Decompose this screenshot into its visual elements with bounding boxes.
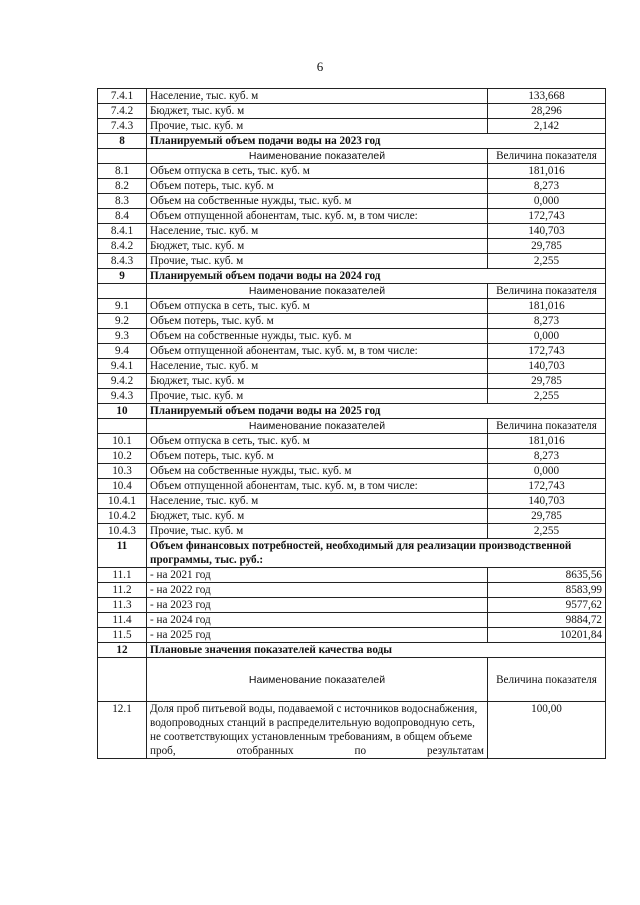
table-row (98, 464, 606, 479)
column-header-name: Наименование показателей (147, 149, 488, 164)
column-header-row (98, 284, 606, 299)
row-value: 29,785 (488, 374, 606, 389)
table-row (98, 598, 606, 613)
section-number: 12 (98, 643, 147, 658)
table-row (98, 104, 606, 119)
table-row (98, 344, 606, 359)
row-value: 172,743 (488, 479, 606, 494)
row-number: 9.3 (98, 329, 147, 344)
row-indicator-name: - на 2022 год (147, 583, 488, 598)
table-row (98, 164, 606, 179)
section-row (98, 404, 606, 419)
row-value: 8,273 (488, 314, 606, 329)
row-value: 140,703 (488, 224, 606, 239)
row-number: 12.1 (98, 702, 147, 759)
table-row (98, 119, 606, 134)
row-value: 0,000 (488, 464, 606, 479)
row-number: 11.1 (98, 568, 147, 583)
row-indicator-name: Бюджет, тыс. куб. м (147, 239, 488, 254)
table-row (98, 329, 606, 344)
row-value: 2,142 (488, 119, 606, 134)
row-indicator-name: Прочие, тыс. куб. м (147, 389, 488, 404)
row-number: 8.4.1 (98, 224, 147, 239)
column-header-name: Наименование показателей (147, 419, 488, 434)
row-indicator-name: Объем отпуска в сеть, тыс. куб. м (147, 434, 488, 449)
column-header-name: Наименование показателей (147, 658, 488, 702)
row-number: 10.4.2 (98, 509, 147, 524)
row-number: 8.4.3 (98, 254, 147, 269)
section-title: Планируемый объем подачи воды на 2023 год (147, 134, 606, 149)
table-row (98, 449, 606, 464)
row-number: 11.2 (98, 583, 147, 598)
table-row (98, 179, 606, 194)
row-number: 10.4 (98, 479, 147, 494)
row-value: 172,743 (488, 209, 606, 224)
row-number: 8.3 (98, 194, 147, 209)
row-indicator-name: Доля проб питьевой воды, подаваемой с источников водоснабжения, водопроводных станций в распределительную водопроводную сеть, не соответствующих установленным требованиям, в общем объеме проб, отобранных по результатам (147, 702, 488, 759)
table-row (98, 209, 606, 224)
table-row (98, 628, 606, 643)
table-row (98, 568, 606, 583)
row-number: 7.4.2 (98, 104, 147, 119)
row-value: 2,255 (488, 524, 606, 539)
table-row (98, 434, 606, 449)
row-number: 9.4 (98, 344, 147, 359)
row-value: 133,668 (488, 89, 606, 104)
row-number: 9.1 (98, 299, 147, 314)
row-indicator-name: Объем отпуска в сеть, тыс. куб. м (147, 299, 488, 314)
column-header-row (98, 149, 606, 164)
row-indicator-name: Объем на собственные нужды, тыс. куб. м (147, 194, 488, 209)
table-row (98, 314, 606, 329)
row-number: 9.2 (98, 314, 147, 329)
section-title: Планируемый объем подачи воды на 2025 год (147, 404, 606, 419)
section-number: 8 (98, 134, 147, 149)
row-value: 140,703 (488, 494, 606, 509)
section-title: Объем финансовых потребностей, необходимый для реализации производственной программы, тыс. руб.: (147, 539, 606, 568)
indicators-table (97, 88, 606, 759)
row-value: 2,255 (488, 254, 606, 269)
row-indicator-name: Объем потерь, тыс. куб. м (147, 314, 488, 329)
section-number: 9 (98, 269, 147, 284)
header-blank-cell (98, 658, 147, 702)
row-number: 9.4.3 (98, 389, 147, 404)
row-number: 10.4.1 (98, 494, 147, 509)
row-value: 0,000 (488, 329, 606, 344)
table-row (98, 389, 606, 404)
row-indicator-name: - на 2024 год (147, 613, 488, 628)
table-row (98, 374, 606, 389)
row-number: 10.3 (98, 464, 147, 479)
row-indicator-name: Объем отпущенной абонентам, тыс. куб. м, в том числе: (147, 209, 488, 224)
row-value: 28,296 (488, 104, 606, 119)
section-title: Планируемый объем подачи воды на 2024 год (147, 269, 606, 284)
section-number: 11 (98, 539, 147, 568)
section-row (98, 134, 606, 149)
row-value: 8,273 (488, 179, 606, 194)
row-number: 10.1 (98, 434, 147, 449)
row-number: 11.4 (98, 613, 147, 628)
row-indicator-name: Объем отпущенной абонентам, тыс. куб. м, в том числе: (147, 344, 488, 359)
section-row (98, 269, 606, 284)
row-indicator-name: Население, тыс. куб. м (147, 224, 488, 239)
row-value: 181,016 (488, 434, 606, 449)
row-indicator-name: Бюджет, тыс. куб. м (147, 509, 488, 524)
column-header-value: Величина показателя (488, 658, 606, 702)
table-row (98, 194, 606, 209)
table-row (98, 583, 606, 598)
row-value: 181,016 (488, 299, 606, 314)
row-number: 8.2 (98, 179, 147, 194)
column-header-row (98, 419, 606, 434)
row-number: 8.1 (98, 164, 147, 179)
table-row (98, 224, 606, 239)
table-row (98, 239, 606, 254)
row-indicator-name: Объем на собственные нужды, тыс. куб. м (147, 329, 488, 344)
row-indicator-name: Прочие, тыс. куб. м (147, 119, 488, 134)
section-number: 10 (98, 404, 147, 419)
row-indicator-name: Бюджет, тыс. куб. м (147, 374, 488, 389)
row-value: 0,000 (488, 194, 606, 209)
table-row (98, 254, 606, 269)
row-number: 9.4.1 (98, 359, 147, 374)
table-row (98, 509, 606, 524)
row-number: 7.4.3 (98, 119, 147, 134)
row-indicator-name: Население, тыс. куб. м (147, 359, 488, 374)
table-row (98, 89, 606, 104)
column-header-value: Величина показателя (488, 284, 606, 299)
row-indicator-name: Прочие, тыс. куб. м (147, 524, 488, 539)
table-body (98, 89, 606, 759)
row-value: 8635,56 (488, 568, 606, 583)
row-value: 140,703 (488, 359, 606, 374)
row-indicator-name: Прочие, тыс. куб. м (147, 254, 488, 269)
header-blank-cell (98, 149, 147, 164)
row-value: 100,00 (488, 702, 606, 759)
row-value: 172,743 (488, 344, 606, 359)
row-number: 7.4.1 (98, 89, 147, 104)
row-indicator-name: Объем отпуска в сеть, тыс. куб. м (147, 164, 488, 179)
row-value: 10201,84 (488, 628, 606, 643)
table-row (98, 702, 606, 759)
row-number: 11.3 (98, 598, 147, 613)
row-indicator-name: Объем отпущенной абонентам, тыс. куб. м, в том числе: (147, 479, 488, 494)
header-blank-cell (98, 419, 147, 434)
row-indicator-name: Население, тыс. куб. м (147, 89, 488, 104)
row-value: 29,785 (488, 239, 606, 254)
row-value: 8,273 (488, 449, 606, 464)
row-indicator-name: - на 2021 год (147, 568, 488, 583)
row-indicator-name: Население, тыс. куб. м (147, 494, 488, 509)
row-indicator-name: Объем потерь, тыс. куб. м (147, 179, 488, 194)
row-indicator-name: Объем на собственные нужды, тыс. куб. м (147, 464, 488, 479)
row-indicator-name: Бюджет, тыс. куб. м (147, 104, 488, 119)
table-row (98, 613, 606, 628)
row-number: 10.4.3 (98, 524, 147, 539)
row-indicator-name: - на 2025 год (147, 628, 488, 643)
row-value: 29,785 (488, 509, 606, 524)
row-number: 11.5 (98, 628, 147, 643)
column-header-value: Величина показателя (488, 149, 606, 164)
row-value: 2,255 (488, 389, 606, 404)
row-number: 9.4.2 (98, 374, 147, 389)
column-header-value: Величина показателя (488, 419, 606, 434)
column-header-name: Наименование показателей (147, 284, 488, 299)
column-header-row (98, 658, 606, 702)
row-indicator-name: Объем потерь, тыс. куб. м (147, 449, 488, 464)
table-row (98, 494, 606, 509)
row-indicator-name: - на 2023 год (147, 598, 488, 613)
section-title: Плановые значения показателей качества воды (147, 643, 606, 658)
row-value: 8583,99 (488, 583, 606, 598)
table-row (98, 299, 606, 314)
row-value: 9884,72 (488, 613, 606, 628)
row-number: 8.4 (98, 209, 147, 224)
row-number: 8.4.2 (98, 239, 147, 254)
table-row (98, 479, 606, 494)
section-row (98, 643, 606, 658)
table-row (98, 524, 606, 539)
table-row (98, 359, 606, 374)
row-value: 9577,62 (488, 598, 606, 613)
section-row (98, 539, 606, 568)
row-value: 181,016 (488, 164, 606, 179)
page-number: 6 (316, 59, 324, 74)
header-blank-cell (98, 284, 147, 299)
row-number: 10.2 (98, 449, 147, 464)
